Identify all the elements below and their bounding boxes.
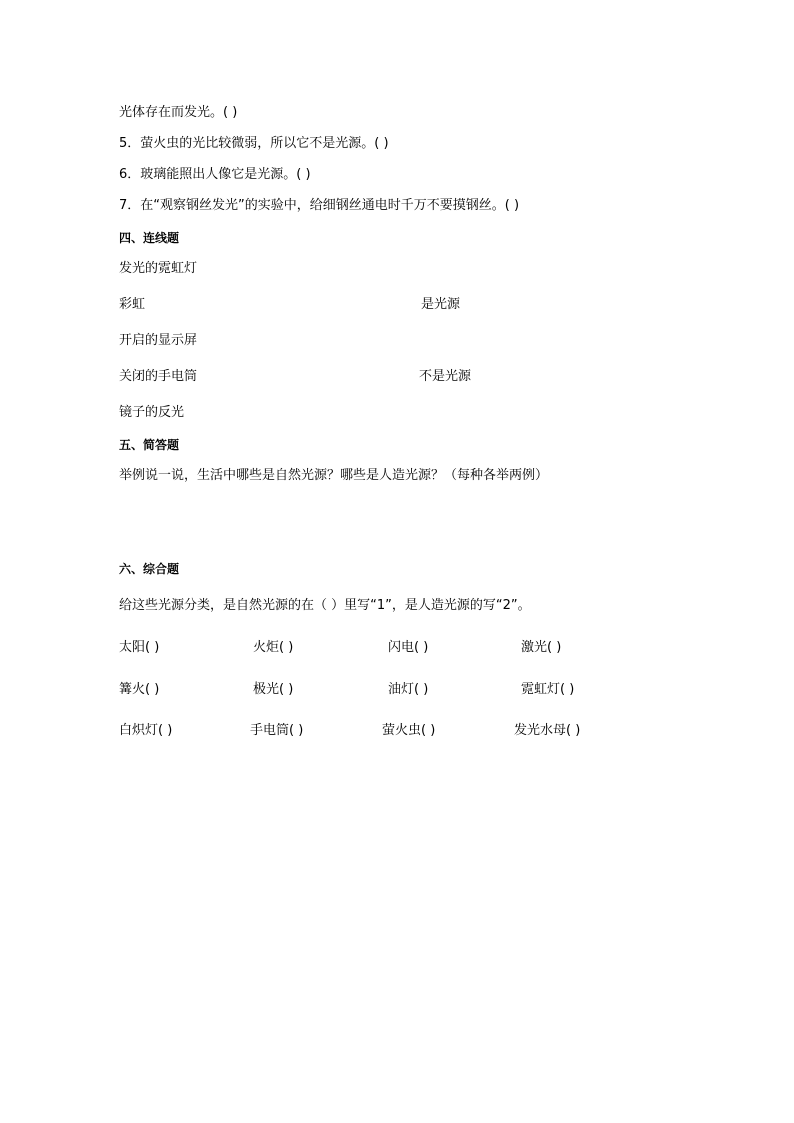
classification-instruction: 给这些光源分类，是自然光源的在（ ）里写“1”，是人造光源的写“2”。 (119, 598, 531, 613)
section-heading-short-answer: 五、简答题 (119, 438, 180, 452)
classify-item: 手电筒( ) (250, 723, 304, 738)
classify-item: 激光( ) (521, 640, 562, 655)
tf-question-5: 5．萤火虫的光比较微弱，所以它不是光源。( ) (119, 136, 389, 151)
section-heading-comprehensive: 六、综合题 (119, 562, 180, 576)
classify-item: 太阳( ) (119, 640, 160, 655)
match-left-item-4: 关闭的手电筒 (119, 369, 198, 384)
classify-item: 闪电( ) (388, 640, 429, 655)
tf-question-7: 7．在“观察钢丝发光”的实验中，给细钢丝通电时千万不要摸钢丝。( ) (119, 198, 520, 213)
tf-question-cont: 光体存在而发光。( ) (119, 105, 238, 120)
classify-item: 极光( ) (253, 682, 294, 697)
match-left-item-2: 彩虹 (119, 297, 146, 312)
classify-item: 火炬( ) (253, 640, 294, 655)
classify-item: 霓虹灯( ) (521, 682, 575, 697)
tf-question-6: 6．玻璃能照出人像它是光源。( ) (119, 167, 311, 182)
match-left-item-1: 发光的霓虹灯 (119, 261, 198, 276)
classify-item: 萤火虫( ) (382, 723, 436, 738)
match-left-item-5: 镜子的反光 (119, 405, 185, 420)
classify-item: 油灯( ) (388, 682, 429, 697)
short-answer-question: 举例说一说，生活中哪些是自然光源？哪些是人造光源？（每种各举两例） (119, 468, 549, 483)
match-right-item-1: 是光源 (421, 297, 461, 312)
section-heading-matching: 四、连线题 (119, 231, 180, 245)
classify-item: 白炽灯( ) (119, 723, 173, 738)
match-right-item-2: 不是光源 (419, 369, 472, 384)
classify-item: 发光水母( ) (514, 723, 581, 738)
classify-item: 篝火( ) (119, 682, 160, 697)
match-left-item-3: 开启的显示屏 (119, 333, 198, 348)
